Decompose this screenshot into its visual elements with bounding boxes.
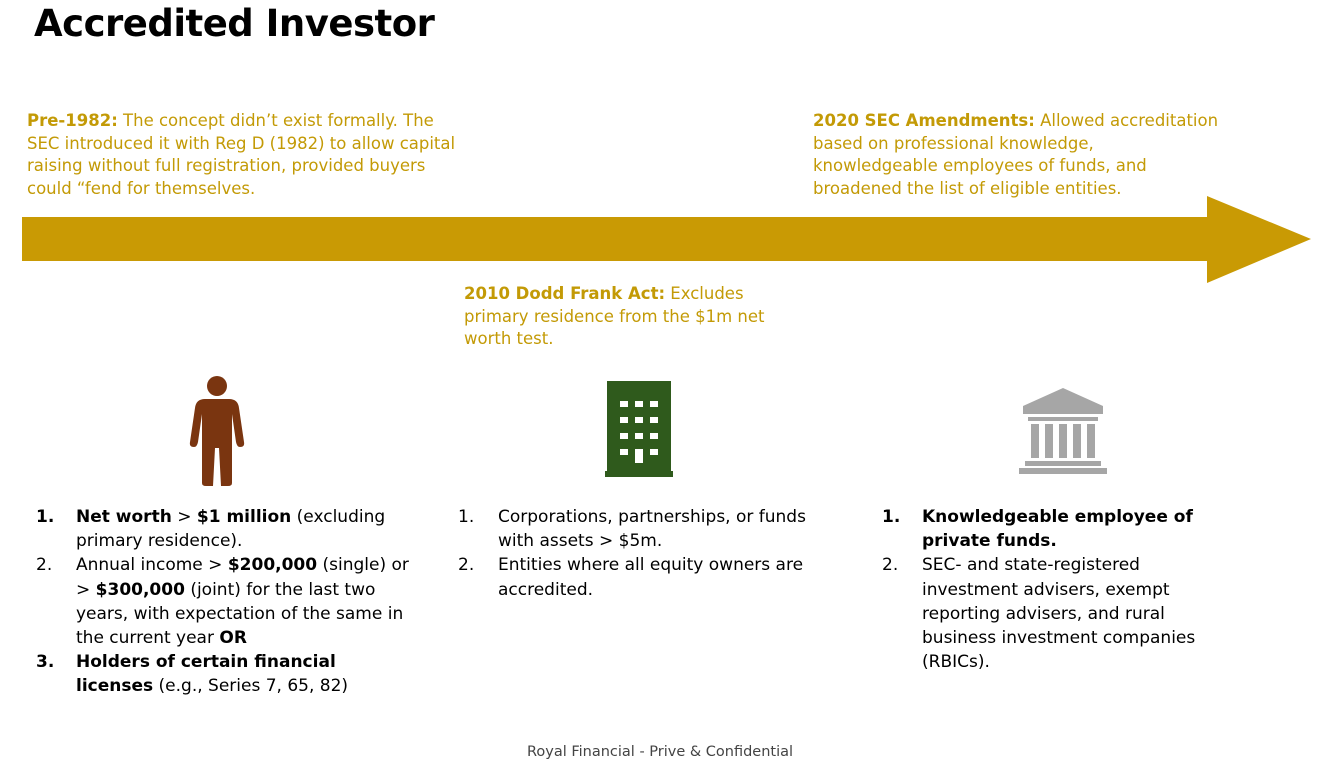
individuals-criteria-list bbox=[34, 505, 414, 699]
criteria-text: Corporations, partnerships, or funds with assets > $5m. bbox=[498, 507, 806, 552]
list-item bbox=[34, 505, 414, 553]
page-title: Accredited Investor bbox=[34, 2, 435, 45]
list-number: 3. bbox=[36, 652, 55, 673]
criteria-text: > bbox=[171, 507, 197, 527]
criteria-text: $300,000 bbox=[95, 579, 185, 600]
criteria-text: (joint) for the last two years, with expectation of the same in the current year bbox=[76, 579, 404, 649]
knowledge-criteria-list bbox=[880, 505, 1220, 674]
criteria-text: (excluding primary residence). bbox=[76, 507, 386, 552]
milestone-text: Allowed accreditation based on professional knowledge, knowledgeable employees of funds, and broadened the list of eligible entities. bbox=[813, 111, 1219, 198]
milestone-2010-dodd-frank bbox=[464, 283, 784, 351]
list-item bbox=[456, 553, 836, 601]
milestone-label: 2010 Dodd Frank Act: bbox=[464, 284, 666, 303]
criteria-text: Entities where all equity owners are accredited. bbox=[498, 555, 804, 600]
entities-criteria-list bbox=[456, 505, 836, 602]
criteria-text: $200,000 bbox=[227, 555, 318, 576]
criteria-text: Net worth bbox=[76, 507, 172, 527]
criteria-text: (e.g., Series 7, 65, 82) bbox=[153, 676, 349, 697]
criteria-text: Annual income > bbox=[76, 555, 228, 576]
list-item bbox=[456, 505, 836, 553]
bank-icon bbox=[1017, 388, 1109, 474]
criteria-text: Knowledgeable employee of private funds. bbox=[922, 507, 1193, 552]
list-number: 2. bbox=[882, 555, 899, 576]
list-item bbox=[880, 553, 1220, 674]
list-number: 2. bbox=[36, 555, 53, 576]
criteria-text: OR bbox=[219, 628, 247, 649]
criteria-text: $1 million bbox=[196, 507, 292, 527]
list-item bbox=[880, 505, 1220, 553]
timeline-arrow bbox=[0, 0, 1320, 300]
criteria-text: SEC- and state-registered investment advisers, exempt reporting advisers, and rural business investment companies (RBICs). bbox=[922, 555, 1196, 673]
office-building-icon bbox=[605, 379, 675, 481]
milestone-text: Excludes primary residence from the $1m net worth test. bbox=[464, 284, 765, 348]
list-number: 1. bbox=[36, 507, 55, 527]
list-item bbox=[34, 650, 414, 698]
milestone-label: 2020 SEC Amendments: bbox=[813, 111, 1035, 130]
criteria-text: (single) or > bbox=[76, 555, 409, 600]
list-number: 1. bbox=[458, 507, 475, 527]
footer-confidential: Royal Financial - Prive & Confidential bbox=[526, 744, 794, 760]
list-number: 2. bbox=[458, 555, 475, 576]
milestone-label: Pre-1982: bbox=[27, 111, 118, 130]
milestone-text: The concept didn’t exist formally. The SEC introduced it with Reg D (1982) to allow capital raising without full registration, provided buyers could “fend for themselves. bbox=[27, 111, 456, 198]
list-item bbox=[34, 553, 414, 650]
person-icon bbox=[188, 376, 246, 486]
criteria-text: Holders of certain financial licenses bbox=[76, 652, 336, 697]
list-number: 1. bbox=[882, 507, 901, 527]
